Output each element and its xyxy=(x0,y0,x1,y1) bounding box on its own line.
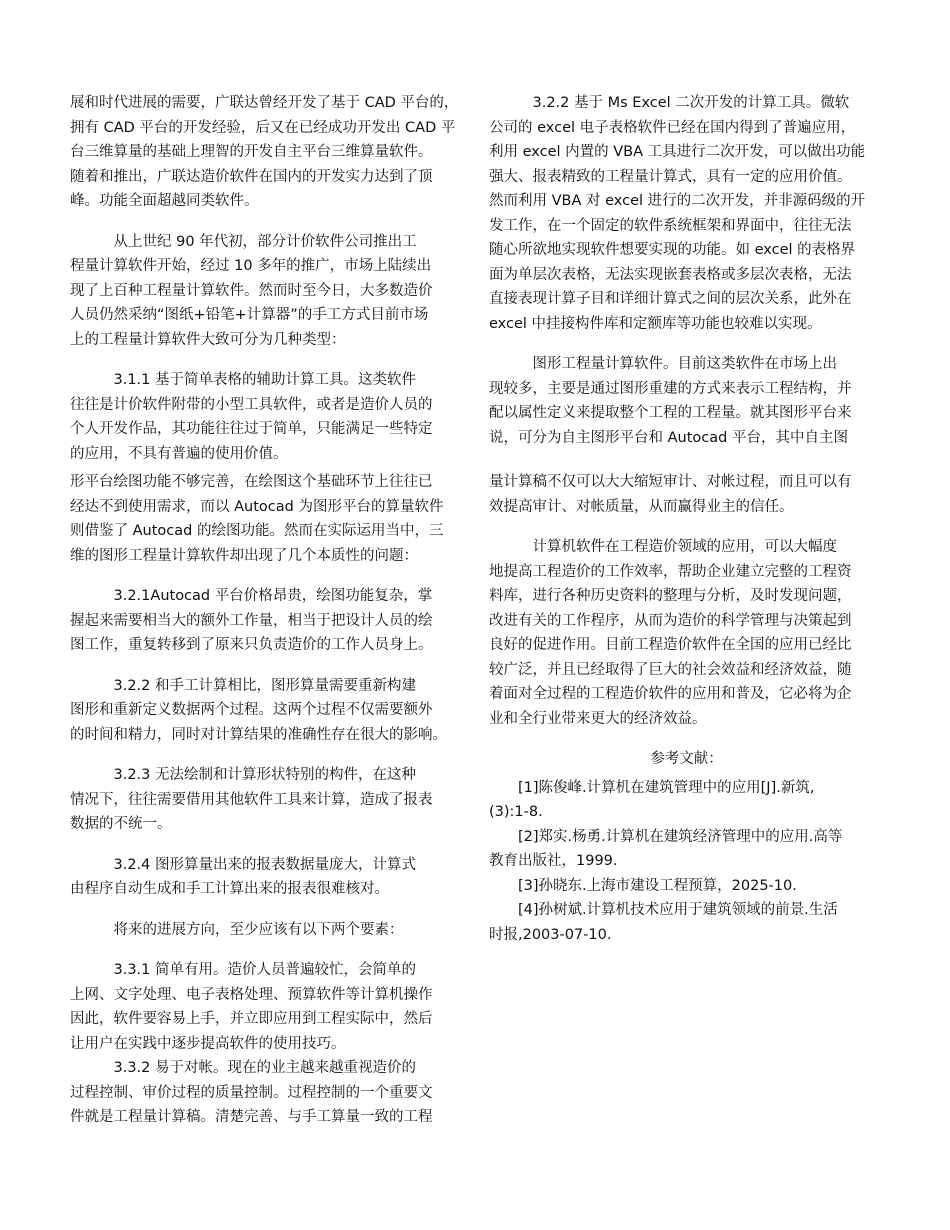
text-line: 的应用，不具有普遍的使用价值。 xyxy=(70,445,288,462)
text-line: 公司的 excel 电子表格软件已经在国内得到了普遍应用， xyxy=(489,119,856,136)
text-line: 量计算稿不仅可以大大缩短审计、对帐过程，而且可以有 xyxy=(489,474,852,490)
text-line: 让用户在实践中逐步提高软件的使用技巧。 xyxy=(70,1035,346,1052)
bottom-right-column xyxy=(489,470,884,947)
text-line: 随着和推出，广联达造价软件在国内的开发实力达到了顶 xyxy=(70,168,433,185)
text-line: 数据的不统一。 xyxy=(70,816,172,832)
text-line: 随心所欲地实现软件想要实现的功能。如 excel 的表格界 xyxy=(489,242,856,258)
text-line: 配以属性定义来提取整个工程的工程量。就其图形平台来 xyxy=(489,405,852,421)
top-right-column xyxy=(489,91,884,450)
text-line: 图形工程量计算软件。目前这类软件在市场上出 xyxy=(489,356,837,372)
text-line: 直接表现计算子目和详细计算式之间的层次关系，此外在 xyxy=(489,291,852,307)
text-line: 情况下，往往需要借用其他软件工具来计算，造成了报表 xyxy=(70,791,433,808)
text-line: 地提高工程造价的工作效率，帮助企业建立完整的工程资 xyxy=(489,563,852,580)
text-line: 3.3.1 简单有用。造价人员普遍较忙，会简单的 xyxy=(70,962,417,978)
text-line: 图形和重新定义数据两个过程。这两个过程不仅需要额外 xyxy=(70,702,433,718)
text-line: 图工作，重复转移到了原来只负责造价的工作人员身上。 xyxy=(70,637,433,653)
text-line: 3.2.2 和手工计算相比，图形算量需要重新构建 xyxy=(70,677,417,694)
text-line: 个人开发作品，其功能往往过于简单，只能满足一些特定 xyxy=(70,421,433,437)
text-line: 程量计算软件开始，经过 10 多年的推广，市场上陆续出 xyxy=(70,258,432,274)
top-left-column xyxy=(70,91,465,466)
text-line: 现较多，主要是通过图形重建的方式来表示工程结构，并 xyxy=(489,380,852,397)
text-line: 维的图形工程量计算软件却出现了几个本质性的问题： xyxy=(70,547,418,564)
reference-line: (3):1-8. xyxy=(489,804,543,820)
text-line: 人员仍然采纳“图纸+铅笔+计算器”的手工方式目前市场 xyxy=(70,307,429,323)
text-line: 展和时代进展的需要，广联达曾经开发了基于 CAD 平台的， xyxy=(70,95,459,111)
text-line: 因此，软件要容易上手，并立即应用到工程实际中，然后 xyxy=(70,1011,433,1027)
text-line: 业和全行业带来更大的经济效益。 xyxy=(489,710,707,727)
text-line: 着面对全过程的工程造价软件的应用和普及，它必将为企 xyxy=(489,686,852,702)
text-line: 然而利用 VBA 对 excel 进行的二次开发，并非源码级的开 xyxy=(489,193,866,209)
text-line: 面为单层次表格，无法实现嵌套表格或多层次表格，无法 xyxy=(489,266,852,283)
text-line: 计算机软件在工程造价领域的应用，可以大幅度 xyxy=(489,539,837,555)
text-line: 将来的进展方向，至少应该有以下两个要素： xyxy=(70,921,404,938)
text-line: 较广泛，并且已经取得了巨大的社会效益和经济效益，随 xyxy=(489,661,852,678)
text-line: 则借鉴了 Autocad 的绘图功能。然而在实际运用当中，三 xyxy=(70,523,444,539)
text-line: 握起来需要相当大的额外工作量，相当于把设计人员的绘 xyxy=(70,612,433,629)
reference-line: [2]郑实.杨勇.计算机在建筑经济管理中的应用.高等 xyxy=(489,828,843,845)
text-line: 3.2.4 图形算量出来的报表数据量庞大，计算式 xyxy=(70,856,417,873)
text-line: 过程控制、审价过程的质量控制。过程控制的一个重要文 xyxy=(70,1084,433,1101)
text-line: 料库，进行各种历史资料的整理与分析，及时发现问题， xyxy=(489,588,852,604)
text-line: 说，可分为自主图形平台和 Autocad 平台，其中自主图 xyxy=(489,429,848,446)
text-line: 良好的促进作用。目前工程造价软件在全国的应用已经比 xyxy=(489,637,852,653)
text-line: 上网、文字处理、电子表格处理、预算软件等计算机操作 xyxy=(70,986,433,1003)
text-line: 3.2.2 基于 Ms Excel 二次开发的计算工具。微软 xyxy=(489,95,850,111)
text-line: 经达不到使用需求，而以 Autocad 为图形平台的算量软件 xyxy=(70,498,444,515)
reference-line: [4]孙树斌.计算机技术应用于建筑领域的前景.生活 xyxy=(489,902,838,918)
text-line: 往往是计价软件附带的小型工具软件，或者是造价人员的 xyxy=(70,396,433,413)
text-line: 由程序自动生成和手工计算出来的报表很难核对。 xyxy=(70,881,389,897)
text-line: 台三维算量的基础上理智的开发自主平台三维算量软件。 xyxy=(70,144,433,160)
bottom-left-column xyxy=(70,470,465,1130)
text-line: 3.2.3 无法绘制和计算形状特别的构件，在这种 xyxy=(70,767,417,783)
reference-line: 时报,2003-07-10. xyxy=(489,926,612,943)
text-line: 强大、报表精致的工程量计算式，具有一定的应用价值。 xyxy=(489,168,852,185)
reference-line: [3]孙晓东.上海市建设工程预算，2025-10. xyxy=(489,877,797,894)
text-line: 件就是工程量计算稿。清楚完善、与手工算量一致的工程 xyxy=(70,1109,433,1125)
text-line: 的时间和精力，同时对计算结果的准确性存在很大的影响。 xyxy=(70,726,447,743)
text-line: 形平台绘图功能不够完善，在绘图这个基础环节上往往已 xyxy=(70,474,433,490)
text-line: 效提高审计、对帐质量，从而赢得业主的信任。 xyxy=(489,498,794,515)
text-line: 发工作，在一个固定的软件系统框架和界面中，往往无法 xyxy=(489,217,852,234)
reference-line: [1]陈俊峰.计算机在建筑管理中的应用[J].新筑, xyxy=(489,779,815,796)
text-line: 改进有关的工作程序，从而为造价的科学管理与决策起到 xyxy=(489,612,852,629)
text-line: 3.1.1 基于简单表格的辅助计算工具。这类软件 xyxy=(70,372,417,388)
text-line: 从上世纪 90 年代初，部分计价软件公司推出工 xyxy=(70,233,417,250)
references-title: 参考文献： xyxy=(650,751,723,767)
text-line: excel 中挂接构件库和定额库等功能也较难以实现。 xyxy=(489,315,822,332)
text-line: 现了上百种工程量计算软件。然而时至今日，大多数造价 xyxy=(70,282,433,299)
reference-line: 教育出版社，1999. xyxy=(489,853,618,869)
text-line: 拥有 CAD 平台的开发经验，后又在已经成功开发出 CAD 平 xyxy=(70,119,456,136)
text-line: 上的工程量计算软件大致可分为几种类型： xyxy=(70,331,346,348)
text-line: 峰。功能全面超越同类软件。 xyxy=(70,193,259,209)
text-line: 3.3.2 易于对帐。现在的业主越来越重视造价的 xyxy=(70,1060,417,1076)
text-line: 利用 excel 内置的 VBA 工具进行二次开发，可以做出功能 xyxy=(489,144,866,160)
text-line: 3.2.1Autocad 平台价格昂贵，绘图功能复杂，掌 xyxy=(70,588,433,604)
